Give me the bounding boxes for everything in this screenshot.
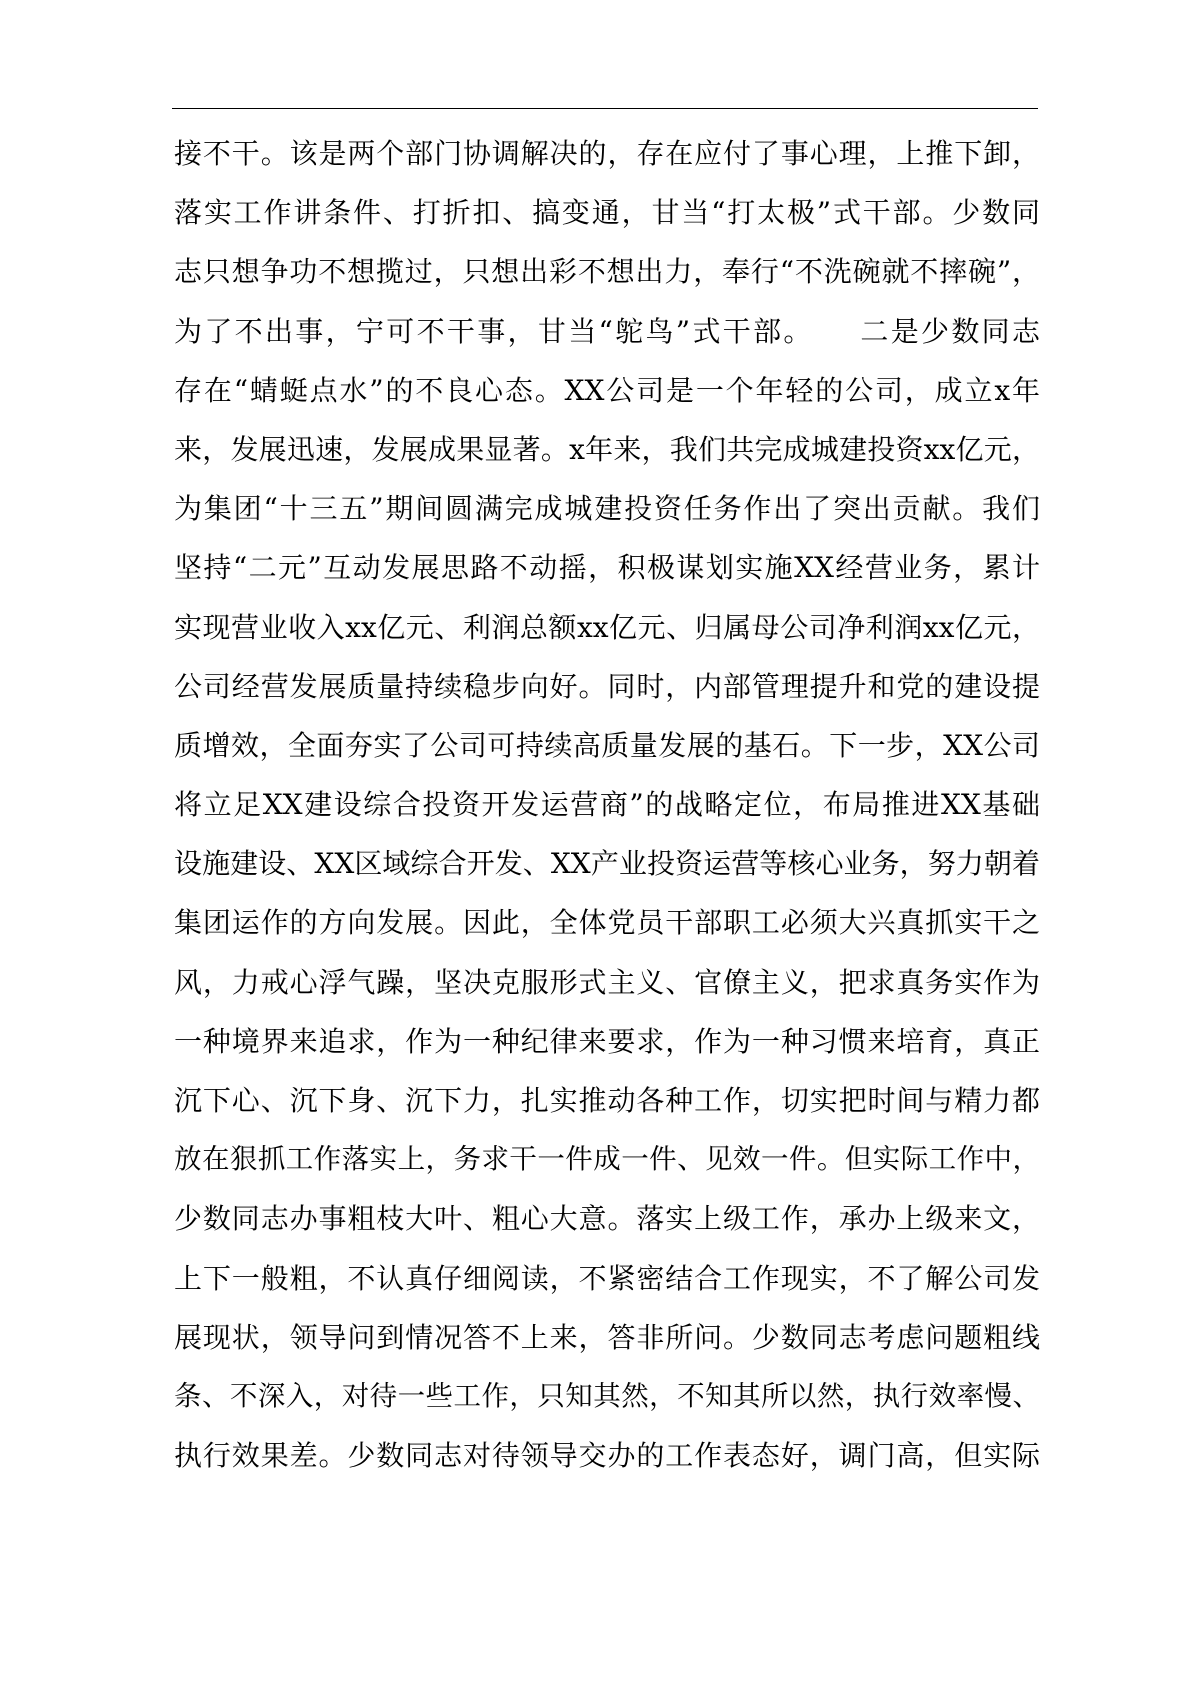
text-line-11: 质增效，全面夯实了公司可持续高质量发展的基石。下一步，XX公司 [174,728,1040,762]
text-line-1: 接不干。该是两个部门协调解决的，存在应付了事心理，上推下卸， [174,137,1040,170]
text-line-5: 存在“蜻蜓点水”的不良心态。XX公司是一个年轻的公司，成立x年 [174,373,1040,407]
text-line-15: 风，力戒心浮气躁，坚决克服形式主义、官僚主义，把求真务实作为 [174,965,1040,999]
text-line-20: 上下一般粗，不认真仔细阅读，不紧密结合工作现实，不了解公司发 [174,1261,1040,1295]
text-line-2: 落实工作讲条件、打折扣、搞变通，甘当“打太极”式干部。少数同 [174,196,1040,230]
text-line-8: 坚持“二元”互动发展思路不动摇，积极谋划实施XX经营业务，累计 [174,551,1040,585]
text-line-14: 集团运作的方向发展。因此，全体党员干部职工必须大兴真抓实干之 [174,906,1040,940]
text-line-17: 沉下心、沉下身、沉下力，扎实推动各种工作，切实把时间与精力都 [174,1084,1040,1117]
text-line-23: 执行效果差。少数同志对待领导交办的工作表态好，调门高，但实际 [174,1439,1040,1473]
text-line-19: 少数同志办事粗枝大叶、粗心大意。落实上级工作，承办上级来文， [174,1202,1040,1236]
body-text [174,124,1040,1485]
text-line-18: 放在狠抓工作落实上，务求干一件成一件、见效一件。但实际工作中， [174,1143,1040,1176]
text-line-3: 志只想争功不想揽过，只想出彩不想出力，奉行“不洗碗就不摔碗”， [174,255,1040,289]
text-line-6: 来，发展迅速，发展成果显著。x年来，我们共完成城建投资xx亿元， [174,432,1040,466]
text-line-21: 展现状，领导问到情况答不上来，答非所问。少数同志考虑问题粗线 [174,1320,1040,1354]
text-line-10: 公司经营发展质量持续稳步向好。同时，内部管理提升和党的建设提 [174,669,1040,703]
text-line-7: 为集团“十三五”期间圆满完成城建投资任务作出了突出贡献。我们 [174,492,1040,526]
text-line-12: 将立足XX建设综合投资开发运营商”的战略定位，布局推进XX基础 [174,788,1040,822]
header-rule [172,108,1038,109]
text-line-16: 一种境界来追求，作为一种纪律来要求，作为一种习惯来培育，真正 [174,1024,1040,1058]
text-line-4: 为了不出事，宁可不干事，甘当“鸵鸟”式干部。 二是少数同志 [174,314,1040,348]
text-line-9: 实现营业收入xx亿元、利润总额xx亿元、归属母公司净利润xx亿元， [174,610,1040,644]
text-line-22: 条、不深入，对待一些工作，只知其然，不知其所以然，执行效率慢、 [174,1379,1040,1412]
text-line-13: 设施建设、XX区域综合开发、XX产业投资运营等核心业务，努力朝着 [174,847,1040,881]
